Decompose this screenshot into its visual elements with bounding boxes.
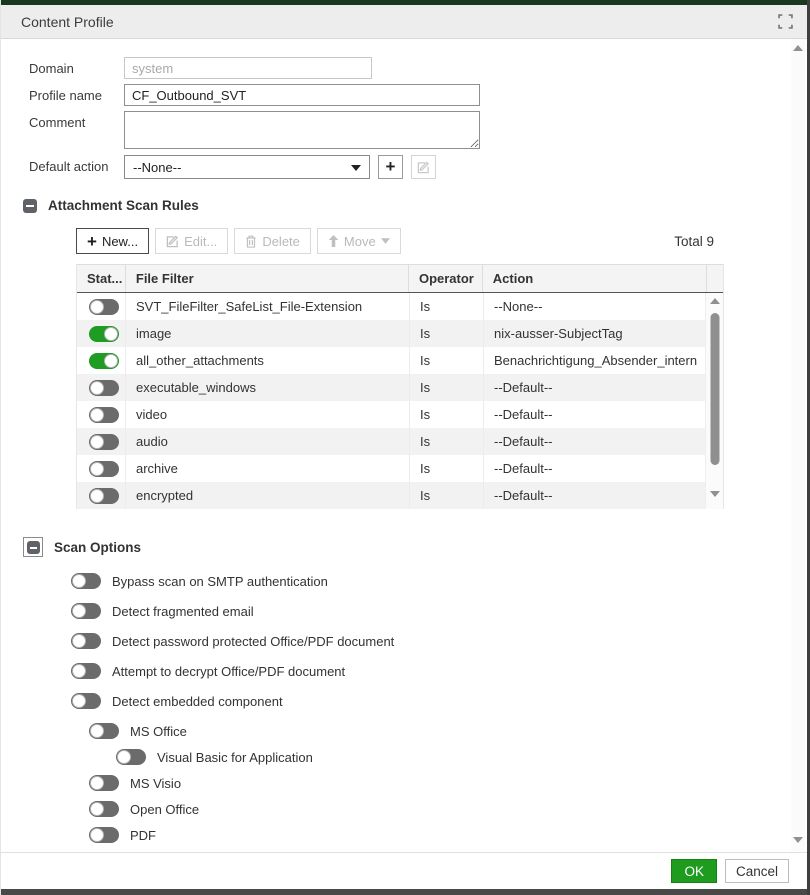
cell-action: --Default-- [483,482,708,509]
cell-action: --Default-- [483,374,708,401]
table-row[interactable] [77,347,723,374]
cell-operator: Is [409,455,483,482]
status-toggle[interactable] [89,380,119,396]
domain-row [29,57,791,79]
domain-field[interactable] [124,57,372,79]
option-label: Visual Basic for Application [157,749,313,765]
cell-operator: Is [409,428,483,455]
scan-options-list [21,573,791,843]
collapse-icon-boxed[interactable] [23,537,43,557]
profile-name-label: Profile name [29,88,102,103]
add-action-button[interactable]: + [378,155,403,179]
edit-icon [166,235,179,248]
cell-status [77,482,125,509]
cell-file-filter: audio [125,428,409,455]
cell-operator: Is [409,482,483,509]
cell-action: --None-- [483,293,708,320]
cell-action: --Default-- [483,455,708,482]
dialog-content [1,39,791,851]
scroll-down-icon[interactable] [710,491,720,497]
cell-file-filter: image [125,320,409,347]
option-toggle[interactable] [71,573,101,589]
scan-options-title: Scan Options [54,539,142,555]
scan-option [71,663,791,679]
option-toggle[interactable] [71,633,101,649]
expand-icon[interactable] [778,14,793,29]
attachment-rules-header [23,198,791,213]
column-header[interactable]: File Filter [125,265,408,292]
option-toggle[interactable] [89,801,119,817]
caret-down-icon [381,238,390,244]
option-toggle[interactable] [89,775,119,791]
option-label: MS Visio [130,775,182,791]
cell-file-filter: all_other_attachments [125,347,409,374]
cell-status [77,293,125,320]
column-header-scrollbar [706,265,723,292]
table-row[interactable] [77,320,723,347]
cell-file-filter: encrypted [125,482,409,509]
scan-option [89,827,791,843]
move-rule-button[interactable]: Move [317,228,401,254]
cell-file-filter: executable_windows [125,374,409,401]
domain-label: Domain [29,61,74,76]
default-action-row [29,155,791,179]
cell-action: --Default-- [483,428,708,455]
option-label: Detect embedded component [112,693,283,709]
cell-action: Benachrichtigung_Absender_intern [483,347,708,374]
option-toggle[interactable] [89,723,119,739]
scan-option [71,603,791,619]
option-toggle[interactable] [116,749,146,765]
caret-down-icon [351,165,361,171]
ok-button[interactable]: OK [671,859,717,883]
option-toggle[interactable] [71,603,101,619]
dialog-scrollbar[interactable] [791,39,805,851]
default-action-value: --None-- [133,159,182,175]
status-toggle[interactable] [89,488,119,504]
new-rule-button[interactable]: + New... [76,228,149,254]
rules-table-header [77,264,723,293]
cell-file-filter: archive [125,455,409,482]
scan-option [71,693,791,709]
dialog-footer [1,852,807,889]
scan-options-header [23,537,791,557]
table-row[interactable] [77,455,723,482]
option-label: Bypass scan on SMTP authentication [112,573,328,589]
cell-operator: Is [409,374,483,401]
scroll-up-icon[interactable] [710,298,720,304]
collapse-icon[interactable] [23,199,37,213]
cell-operator: Is [409,293,483,320]
profile-name-field[interactable] [124,84,480,106]
cell-action: nix-ausser-SubjectTag [483,320,708,347]
scan-option [71,573,791,589]
option-label: Detect password protected Office/PDF document [112,633,395,649]
scroll-down-icon[interactable] [793,837,803,843]
option-label: Detect fragmented email [112,603,254,619]
delete-rule-button[interactable]: Delete [234,228,311,254]
comment-label: Comment [29,115,86,130]
option-label: MS Office [130,723,187,739]
option-toggle[interactable] [71,663,101,679]
table-row[interactable] [77,482,723,509]
option-toggle[interactable] [71,693,101,709]
status-toggle[interactable] [89,299,119,315]
option-label: Open Office [130,801,200,817]
attachment-rules-title: Attachment Scan Rules [48,198,199,213]
scan-option [89,723,791,739]
cell-operator: Is [409,401,483,428]
cell-status [77,428,125,455]
comment-field[interactable] [124,111,480,149]
edit-action-button[interactable] [411,155,436,179]
cell-operator: Is [409,347,483,374]
cell-status [77,401,125,428]
status-toggle[interactable] [89,434,119,450]
cell-file-filter: SVT_FileFilter_SafeList_File-Extension [125,293,409,320]
column-header[interactable]: Operator [408,265,482,292]
comment-row [29,111,791,149]
cell-status [77,320,125,347]
edit-icon [417,161,430,174]
rules-table-body [77,293,723,509]
dialog-bottom-edge [1,889,807,895]
column-header[interactable]: Action [482,265,706,292]
plus-icon: + [87,231,97,251]
rules-toolbar [76,228,724,254]
cell-action: --Default-- [483,401,708,428]
table-row[interactable] [77,401,723,428]
rules-table [76,264,724,509]
column-header[interactable]: Stat... [87,271,123,286]
option-label: PDF [130,827,156,843]
scan-option [89,801,791,817]
trash-icon [245,235,257,248]
status-toggle[interactable] [89,461,119,477]
table-row[interactable] [77,293,723,320]
cancel-button[interactable]: Cancel [725,859,789,883]
move-up-icon [328,235,339,247]
scrollbar-thumb[interactable] [710,313,719,465]
option-toggle[interactable] [89,827,119,843]
dialog-title: Content Profile [21,13,114,30]
table-row[interactable] [77,374,723,401]
status-toggle[interactable] [89,353,119,369]
scan-option [116,749,791,765]
scan-option [89,775,791,791]
status-toggle[interactable] [89,407,119,423]
edit-rule-button[interactable]: Edit... [155,228,228,254]
default-action-select[interactable] [124,155,370,179]
total-count: Total 9 [674,233,714,249]
cell-status [77,347,125,374]
cell-status [77,455,125,482]
table-scrollbar[interactable] [705,293,723,509]
status-toggle[interactable] [89,326,119,342]
scan-option [71,633,791,649]
cell-operator: Is [409,320,483,347]
cell-file-filter: video [125,401,409,428]
cell-status [77,374,125,401]
option-label: Attempt to decrypt Office/PDF document [112,663,346,679]
default-action-label: Default action [29,159,109,174]
table-row[interactable] [77,428,723,455]
scroll-up-icon[interactable] [793,45,803,51]
profile-name-row [29,84,791,106]
dialog-titlebar [1,5,807,39]
